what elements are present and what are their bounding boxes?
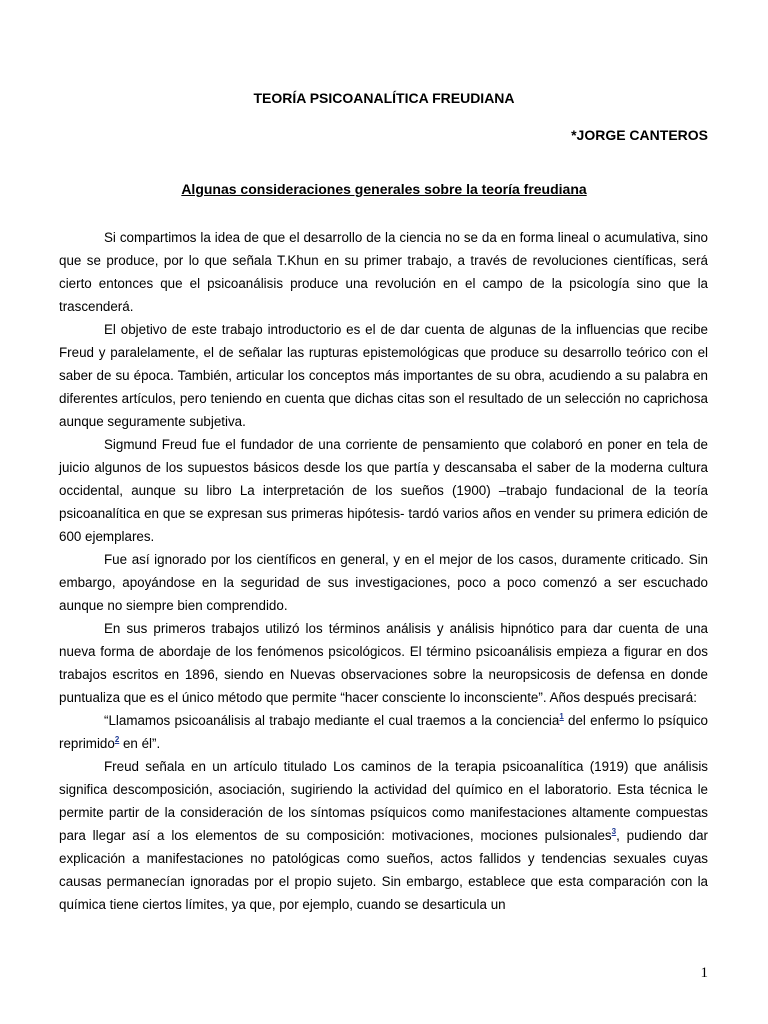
body-text [59, 226, 708, 916]
quote-part-2: del enfermo lo psíquico reprimido [59, 713, 709, 751]
paragraph-4: Fue así ignorado por los científicos en general, y en el mejor de los casos, duramente criticado. Sin embargo, apoyándose en la seguridad de sus investigaciones, poco a poco comenzó a ser escuchado aunque no siempre bien comprendido. [59, 552, 708, 613]
quote-part-3: en él”. [119, 736, 161, 751]
paragraph-7-part-1: Freud señala en un artículo titulado Los caminos de la terapia psicoanalítica (1919) que análisis significa descomposición, asociación, sugiriendo la actividad del químico en el laboratorio. Esta técnica le permite partir de la consideración de los síntomas psíquicos como manifestaciones altamente compuestas para llegar así a los elementos de su composición: motivaciones, mociones pulsionales [59, 759, 708, 843]
paragraph-7 [59, 755, 708, 916]
document-title: TEORÍA PSICOANALÍTICA FREUDIANA [253, 90, 515, 106]
paragraph-6-quote [59, 709, 708, 755]
section-subtitle: Algunas consideraciones generales sobre la teoría freudiana [181, 181, 587, 197]
paragraph-1: Si compartimos la idea de que el desarrollo de la ciencia no se da en forma lineal o acumulativa, sino que se produce, por lo que señala T.Khun en su primer trabajo, a través de revoluciones científicas, será cierto entonces que el psicoanálisis produce una revolución en el campo de la psicología sino que la trascenderá. [59, 230, 708, 314]
footnote-link-1[interactable]: 1 [559, 712, 564, 721]
author-name: *JORGE CANTEROS [571, 127, 708, 143]
quote-part-1: “Llamamos psicoanálisis al trabajo mediante el cual traemos a la conciencia [104, 713, 560, 728]
paragraph-5: En sus primeros trabajos utilizó los términos análisis y análisis hipnótico para dar cuenta de una nueva forma de abordaje de los fenómenos psicológicos. El término psicoanálisis empieza a figurar en dos trabajos escritos en 1896, siendo en Nuevas observaciones sobre la neuropsicosis de defensa en donde puntualiza que es el único método que permite “hacer consciente lo inconsciente”. Años después precisará: [59, 621, 708, 705]
footnote-link-3[interactable]: 3 [611, 827, 617, 836]
page-number: 1 [700, 965, 708, 981]
footnote-link-2[interactable]: 2 [114, 735, 120, 744]
paragraph-7-part-2: , pudiendo dar explicación a manifestaciones no patológicas como sueños, actos fallidos y tendencias sexuales cuyas causas permanecían ignoradas por el propio sujeto. Sin embargo, establece que esta comparación con la química tiene ciertos límites, ya que, por ejemplo, cuando se desarticula un [59, 828, 709, 912]
paragraph-2: El objetivo de este trabajo introductorio es el de dar cuenta de algunas de la influencias que recibe Freud y paralelamente, el de señalar las rupturas epistemológicas que produce su desarrollo teórico con el saber de su época. También, articular los conceptos más importantes de su obra, acudiendo a su palabra en diferentes artículos, pero teniendo en cuenta que dichas citas son el resultado de un selección no caprichosa aunque seguramente subjetiva. [59, 322, 708, 429]
paragraph-3: Sigmund Freud fue el fundador de una corriente de pensamiento que colaboró en poner en tela de juicio algunos de los supuestos básicos desde los que partía y descansaba el saber de la moderna cultura occidental, aunque su libro La interpretación de los sueños (1900) –trabajo fundacional de la teoría psicoanalítica en que se expresan sus primeras hipótesis- tardó varios años en vender su primera edición de 600 ejemplares. [59, 437, 708, 544]
